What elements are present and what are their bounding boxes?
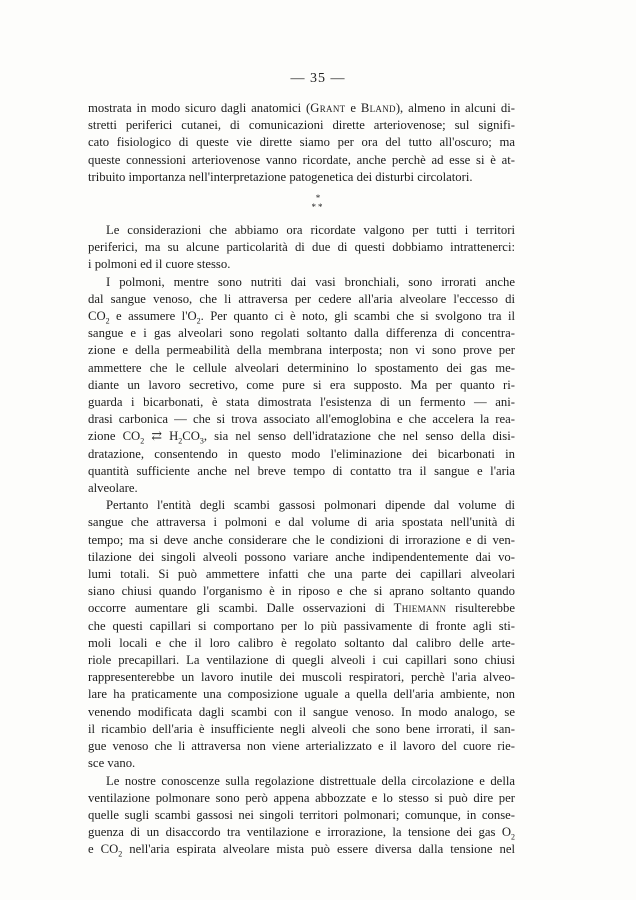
text-run: il ricambio dell'aria è insufficiente negli alveoli che sono bene irrorati, il san- (88, 721, 515, 736)
text-line (88, 497, 515, 514)
text-line (88, 342, 515, 359)
text-line (88, 704, 515, 721)
text-line (88, 652, 515, 669)
text-line (88, 686, 515, 703)
text-run: quantità sufficiente anche nel breve tempo di contatto tra il sangue e l'aria (88, 463, 515, 478)
text-run: ), almeno in alcuni di- (395, 101, 515, 115)
text-line (88, 669, 515, 686)
text-line (88, 360, 515, 377)
text-run: CO (88, 309, 106, 324)
text-line (88, 755, 515, 772)
text-block-top (88, 100, 515, 186)
author-name: Bland (360, 101, 396, 115)
subscript: 2 (196, 316, 201, 326)
text-run: zione CO (88, 429, 141, 444)
text-run: ammettere che le cellule alveolari determinino lo spostamento dei gas me- (88, 360, 515, 375)
text-run: stretti periferici cutanei, di comunicazioni dirette arteriovenose; sul signifi- (88, 118, 515, 133)
page-number: — 35 — (290, 71, 346, 86)
text-line (88, 721, 515, 738)
text-run: sce vano. (88, 756, 136, 771)
text-line (88, 841, 515, 858)
text-run: tilazione dei singoli alveoli possono variare anche indipendentemente dai vo- (88, 549, 515, 564)
text-run: Le considerazioni che abbiamo ora ricordate valgono per tutti i territori (106, 223, 515, 237)
text-line (88, 463, 515, 480)
subscript: 2 (178, 436, 183, 446)
subscript: 2 (118, 849, 123, 859)
text-run: , sia nel senso dell'idratazione che nel senso della disi- (203, 429, 515, 444)
paragraph (88, 497, 515, 772)
subscript: 2 (140, 436, 145, 446)
text-block-main (88, 222, 515, 859)
text-run: i polmoni ed il cuore stesso. (88, 257, 231, 272)
text-line (88, 532, 515, 549)
text-run: e CO (88, 842, 119, 857)
text-line (88, 514, 515, 531)
asterism-top: * (315, 193, 321, 203)
text-line (88, 446, 515, 463)
text-run: alveolare. (88, 481, 138, 496)
text-line (88, 274, 515, 291)
text-line (88, 807, 515, 824)
text-line (88, 583, 515, 600)
text-run: dratazione, consentendo in questo modo l'eliminazione dei bicarbonati in (88, 446, 515, 461)
text-line (88, 152, 515, 169)
text-line (88, 635, 515, 652)
text-line (88, 325, 515, 342)
text-run: sangue che attraversa i polmoni e dal volume di aria spostata nell'unità di (88, 515, 515, 530)
text-line (88, 600, 515, 617)
text-run: zione e della permeabilità della membrana interposta; non vi sono prove per (88, 343, 515, 358)
text-run: e assumere l'O (109, 309, 197, 324)
subscript: 3 (199, 436, 204, 446)
text-run: moli locali e che il loro calibro è regolato soltanto dal calibro delle arte- (88, 635, 515, 650)
text-run: ventilazione polmonare sono però appena abbozzate e lo stesso si può dire per (88, 790, 515, 805)
text-run: ⇄ H (144, 429, 179, 444)
text-line (88, 428, 515, 445)
paragraph (88, 274, 515, 498)
text-line (88, 411, 515, 428)
text-run: e (345, 101, 361, 115)
text-line (88, 239, 515, 256)
text-line (88, 222, 515, 239)
text-line (88, 377, 515, 394)
text-run: sangue e i gas alveolari sono regolati soltanto dalla differenza di concentra- (88, 326, 515, 341)
text-line (88, 308, 515, 325)
text-run: guenza di un disaccordo tra ventilazione e irrorazione, la tensione dei gas O (88, 825, 511, 840)
text-run: siano chiusi quando l'organismo è in riposo e che si aprano soltanto quando (88, 584, 515, 599)
text-line (88, 169, 515, 186)
text-line (88, 480, 515, 497)
text-run: drasi carbonica — che si trova associato all'emoglobina e che accelera la rea- (88, 412, 515, 427)
text-run: rappresenterebbe un lavoro inutile dei muscoli respiratori, perchè l'aria alveo- (88, 670, 515, 685)
text-run: lare ha praticamente una composizione uguale a quella dell'aria ambiente, non (88, 687, 515, 702)
text-run: Pertanto l'entità degli scambi gassosi polmonari dipende dal volume di (106, 498, 515, 513)
text-line (88, 618, 515, 635)
text-run: periferici, ma su alcune particolarità di due di questi dobbiamo intrattenerci: (88, 240, 515, 255)
text-line (88, 790, 515, 807)
text-run: guarda i bicarbonati, è stata dimostrata l'esistenza di un fermento — ani- (88, 395, 515, 410)
text-run: gue venoso che li attraversa non viene arterializzato e il lavoro del cuore rie- (88, 739, 515, 754)
text-run: diante un lavoro secretivo, come pure si era supposto. Ma per quanto ri- (88, 377, 515, 392)
paragraph (88, 100, 515, 186)
text-run: CO (182, 429, 200, 444)
text-run: cato fisiologico di queste vie dirette siamo per ora del tutto all'oscuro; ma (88, 135, 515, 150)
text-run: I polmoni, mentre sono nutriti dai vasi bronchiali, sono irrorati anche (106, 274, 515, 289)
text-run: riole precapillari. La ventilazione di quegli alveoli i cui capillari sono chiusi (88, 653, 515, 668)
subscript: 2 (511, 832, 515, 842)
text-run: che questi capillari si comportano per lo più passivamente di fronte agli sti- (88, 618, 515, 633)
author-name: Thiemann (393, 601, 447, 616)
text-run: tribuito importanza nell'interpretazione patogenetica dei disturbi circolatori. (88, 169, 473, 184)
text-run: venendo modificata dagli scambi con il sangue venoso. In modo analogo, se (88, 704, 515, 719)
text-line (88, 549, 515, 566)
text-line (88, 117, 515, 134)
text-run: queste connessioni arteriovenose vanno ricordate, anche perchè ad esse si è at- (88, 152, 515, 167)
text-run: nell'aria espirata alveolare mista può essere diversa dalla tensione nel (122, 842, 515, 857)
text-run: risulterebbe (446, 601, 515, 616)
section-separator-asterism (0, 194, 636, 212)
text-run: Le nostre conoscenze sulla regolazione distrettuale della circolazione e della (106, 773, 515, 788)
text-line (88, 100, 515, 117)
asterism-bottom: ** (311, 202, 325, 212)
text-line (88, 394, 515, 411)
text-line (88, 291, 515, 308)
text-run: lumi totali. Si può ammettere infatti che una parte dei capillari alveolari (88, 567, 515, 582)
text-run: . Per quanto ci è noto, gli scambi che si svolgono tra il (200, 309, 515, 324)
text-line (88, 256, 515, 273)
author-name: Grant (310, 101, 346, 115)
text-run: mostrata in modo sicuro dagli anatomici ( (88, 101, 311, 115)
text-run: tempo; ma si deve anche considerare che le condizioni di irrorazione e di ven- (88, 532, 515, 547)
text-line (88, 134, 515, 151)
text-run: dal sangue venoso, che li attraversa per cedere all'aria alveolare l'eccesso di (88, 291, 515, 306)
text-line (88, 566, 515, 583)
text-run: quelle sugli scambi gassosi nei singoli territori polmonari; comunque, in conse- (88, 807, 515, 822)
text-line (88, 773, 515, 790)
subscript: 2 (105, 316, 110, 326)
text-run: occorre aumentare gli scambi. Dalle osservazioni di (88, 601, 394, 616)
text-line (88, 738, 515, 755)
text-line (88, 824, 515, 841)
paragraph (88, 222, 515, 274)
paragraph (88, 773, 515, 859)
